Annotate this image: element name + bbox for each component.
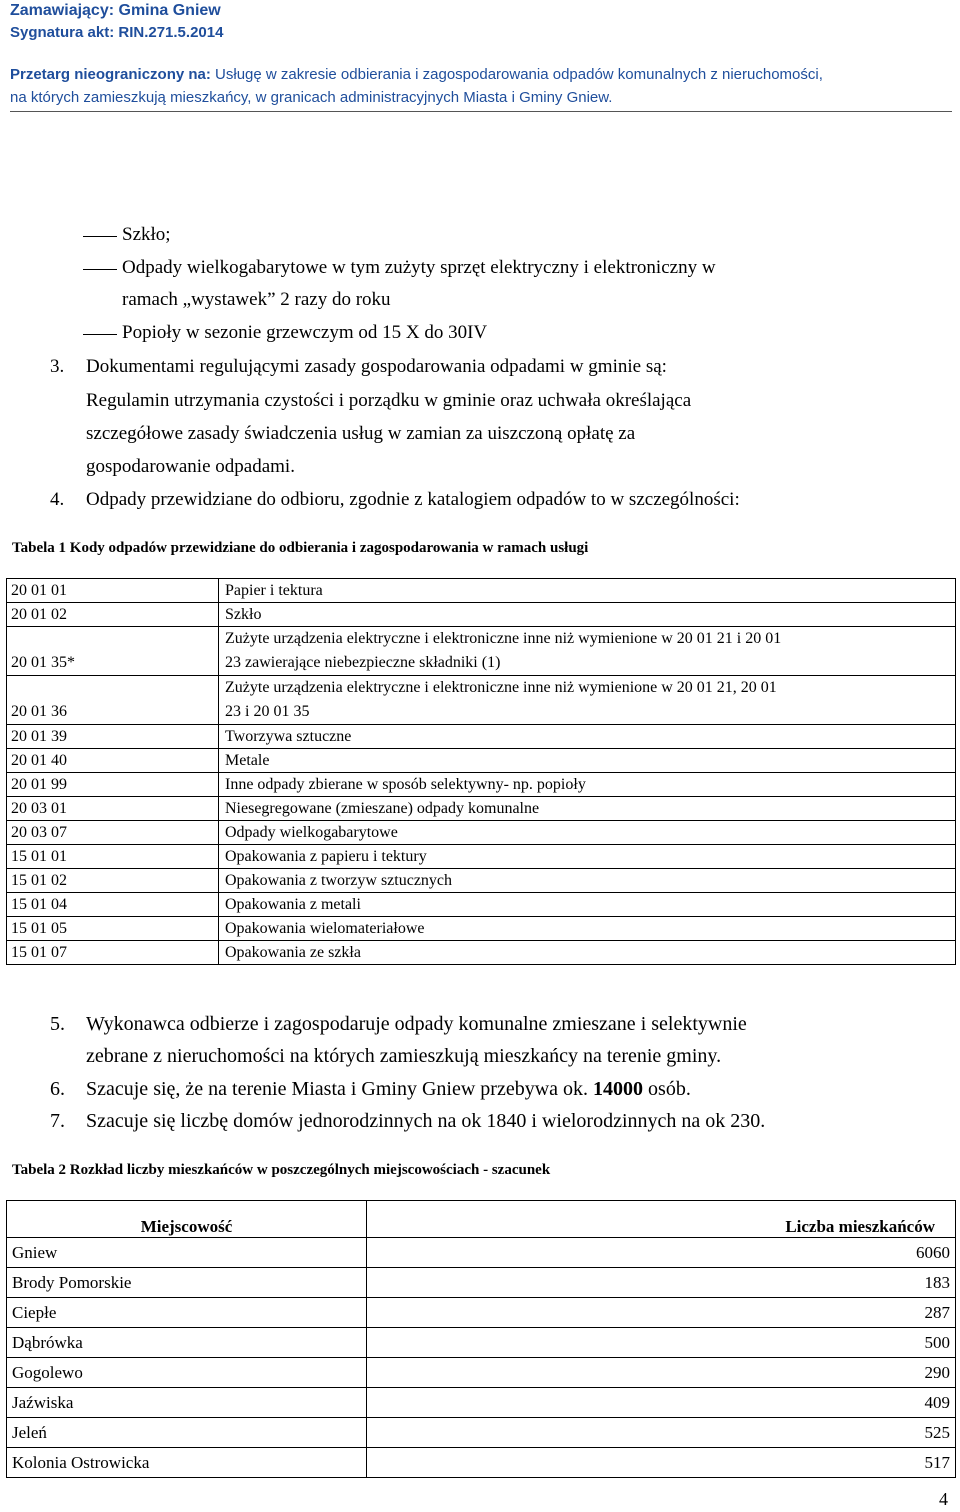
table-row [7, 725, 956, 749]
table-row [7, 1268, 956, 1298]
table-row [7, 627, 956, 676]
item6-number: 6. [50, 1078, 65, 1100]
locality-name: Ciepłe [7, 1298, 367, 1328]
bullet-glass: Szkło; [122, 224, 171, 245]
locality-name: Jeleń [7, 1418, 367, 1448]
item7-number: 7. [50, 1110, 65, 1132]
waste-description-line1: Zużyte urządzenia elektryczne i elektroniczne inne niż wymienione w 20 01 21, 20 01 [225, 679, 777, 696]
resident-count: 500 [367, 1328, 956, 1358]
table-row [7, 1298, 956, 1328]
waste-code: 15 01 02 [7, 869, 219, 893]
dash-bullet-icon [83, 236, 117, 237]
table-row [7, 1448, 956, 1478]
item4-text: Odpady przewidziane do odbioru, zgodnie z katalogiem odpadów to w szczególności: [86, 489, 740, 510]
waste-code: 20 01 01 [7, 579, 219, 603]
bullet-bulky-waste-cont: ramach „wystawek” 2 razy do roku [122, 289, 391, 310]
locality-name: Dąbrówka [7, 1328, 367, 1358]
page-number: 4 [939, 1489, 948, 1509]
waste-code: 20 01 35* [7, 627, 219, 676]
waste-codes-table [6, 578, 956, 965]
resident-count: 183 [367, 1268, 956, 1298]
tender-label: Przetarg nieograniczony na: [10, 66, 211, 83]
resident-count: 525 [367, 1418, 956, 1448]
table-row [7, 1358, 956, 1388]
table-row [7, 845, 956, 869]
table-row [7, 676, 956, 725]
waste-code: 20 03 01 [7, 797, 219, 821]
resident-count: 6060 [367, 1238, 956, 1268]
table-row [7, 821, 956, 845]
item5-line2: zebrane z nieruchomości na których zamieszkują mieszkańcy na terenie gminy. [86, 1045, 722, 1067]
waste-description: Opakowania z tworzyw sztucznych [219, 869, 956, 893]
locality-name: Gniew [7, 1238, 367, 1268]
table-row [7, 579, 956, 603]
locality-name: Jaźwiska [7, 1388, 367, 1418]
header-divider [10, 111, 952, 112]
waste-description [219, 676, 956, 725]
population-total: 14000 [593, 1078, 644, 1100]
item7-text: Szacuje się liczbę domów jednorodzinnych na ok 1840 i wielorodzinnych na ok 230. [86, 1110, 766, 1132]
dash-bullet-icon [83, 334, 117, 335]
tender-text-1: Usługę w zakresie odbierania i zagospodarowania odpadów komunalnych z nieruchomości, [210, 66, 823, 83]
resident-count: 287 [367, 1298, 956, 1328]
table-row [7, 1328, 956, 1358]
table-row [7, 749, 956, 773]
waste-code: 20 01 39 [7, 725, 219, 749]
waste-code: 20 01 36 [7, 676, 219, 725]
item3-line1: Dokumentami regulującymi zasady gospodarowania odpadami w gminie są: [86, 356, 667, 377]
locality-name: Gogolewo [7, 1358, 367, 1388]
table1-caption: Tabela 1 Kody odpadów przewidziane do odbierania i zagospodarowania w ramach usługi [12, 540, 589, 556]
item3-line2: Regulamin utrzymania czystości i porządku w gminie oraz uchwała określająca [86, 390, 692, 411]
locality-name: Kolonia Ostrowicka [7, 1448, 367, 1478]
item3-number: 3. [50, 356, 65, 377]
waste-description: Opakowania z papieru i tektury [219, 845, 956, 869]
population-table [6, 1200, 956, 1478]
table2-caption: Tabela 2 Rozkład liczby mieszkańców w poszczególnych miejscowościach - szacunek [12, 1162, 551, 1178]
resident-count: 517 [367, 1448, 956, 1478]
item5-number: 5. [50, 1013, 65, 1035]
table-row [7, 1418, 956, 1448]
waste-description: Opakowania ze szkła [219, 941, 956, 965]
tender-line-1 [10, 66, 823, 83]
waste-description: Niesegregowane (zmieszane) odpady komunalne [219, 797, 956, 821]
waste-description: Opakowania z metali [219, 893, 956, 917]
reference-line: Sygnatura akt: RIN.271.5.2014 [10, 24, 224, 41]
table-row [7, 773, 956, 797]
table-row [7, 1388, 956, 1418]
item3-line3: szczegółowe zasady świadczenia usług w zamian za uiszczoną opłatę za [86, 423, 636, 444]
waste-code: 15 01 01 [7, 845, 219, 869]
table-row [7, 941, 956, 965]
item4-number: 4. [50, 489, 65, 510]
waste-description-line1: Zużyte urządzenia elektryczne i elektroniczne inne niż wymienione w 20 01 21 i 20 01 [225, 630, 782, 647]
waste-code: 15 01 05 [7, 917, 219, 941]
waste-description: Tworzywa sztuczne [219, 725, 956, 749]
table-row [7, 1238, 956, 1268]
waste-code: 20 01 02 [7, 603, 219, 627]
table-row [7, 893, 956, 917]
waste-description: Opakowania wielomateriałowe [219, 917, 956, 941]
waste-code: 15 01 04 [7, 893, 219, 917]
resident-count: 290 [367, 1358, 956, 1388]
table-row [7, 917, 956, 941]
column-header-locality: Miejscowość [7, 1201, 367, 1238]
table-header-row [7, 1201, 956, 1238]
locality-name: Brody Pomorskie [7, 1268, 367, 1298]
table-row [7, 797, 956, 821]
column-header-residents: Liczba mieszkańców [367, 1201, 956, 1238]
item5-line1: Wykonawca odbierze i zagospodaruje odpady komunalne zmieszane i selektywnie [86, 1013, 747, 1035]
waste-description: Szkło [219, 603, 956, 627]
waste-code: 20 01 40 [7, 749, 219, 773]
waste-code: 20 01 99 [7, 773, 219, 797]
waste-code: 15 01 07 [7, 941, 219, 965]
item6-text-c: osób. [643, 1078, 691, 1100]
item6-text-a: Szacuje się, że na terenie Miasta i Gminy Gniew przebywa ok. [86, 1078, 594, 1100]
tender-line-2: na których zamieszkują mieszkańcy, w granicach administracyjnych Miasta i Gminy Gniew. [10, 89, 613, 106]
waste-description: Metale [219, 749, 956, 773]
bullet-ash: Popioły w sezonie grzewczym od 15 X do 30IV [122, 322, 488, 343]
item3-line4: gospodarowanie odpadami. [86, 456, 295, 477]
waste-description [219, 627, 956, 676]
waste-description-line2: 23 i 20 01 35 [225, 703, 310, 720]
table-row [7, 603, 956, 627]
resident-count: 409 [367, 1388, 956, 1418]
bullet-bulky-waste: Odpady wielkogabarytowe w tym zużyty sprzęt elektryczny i elektroniczny w [122, 257, 716, 278]
waste-description: Papier i tektura [219, 579, 956, 603]
table-row [7, 869, 956, 893]
waste-description-line2: 23 zawierające niebezpieczne składniki (1) [225, 654, 501, 671]
item6-text [86, 1077, 691, 1101]
waste-description: Inne odpady zbierane w sposób selektywny- np. popioły [219, 773, 956, 797]
waste-description: Odpady wielkogabarytowe [219, 821, 956, 845]
orderer-line: Zamawiający: Gmina Gniew [10, 2, 221, 19]
dash-bullet-icon [83, 269, 117, 270]
waste-code: 20 03 07 [7, 821, 219, 845]
